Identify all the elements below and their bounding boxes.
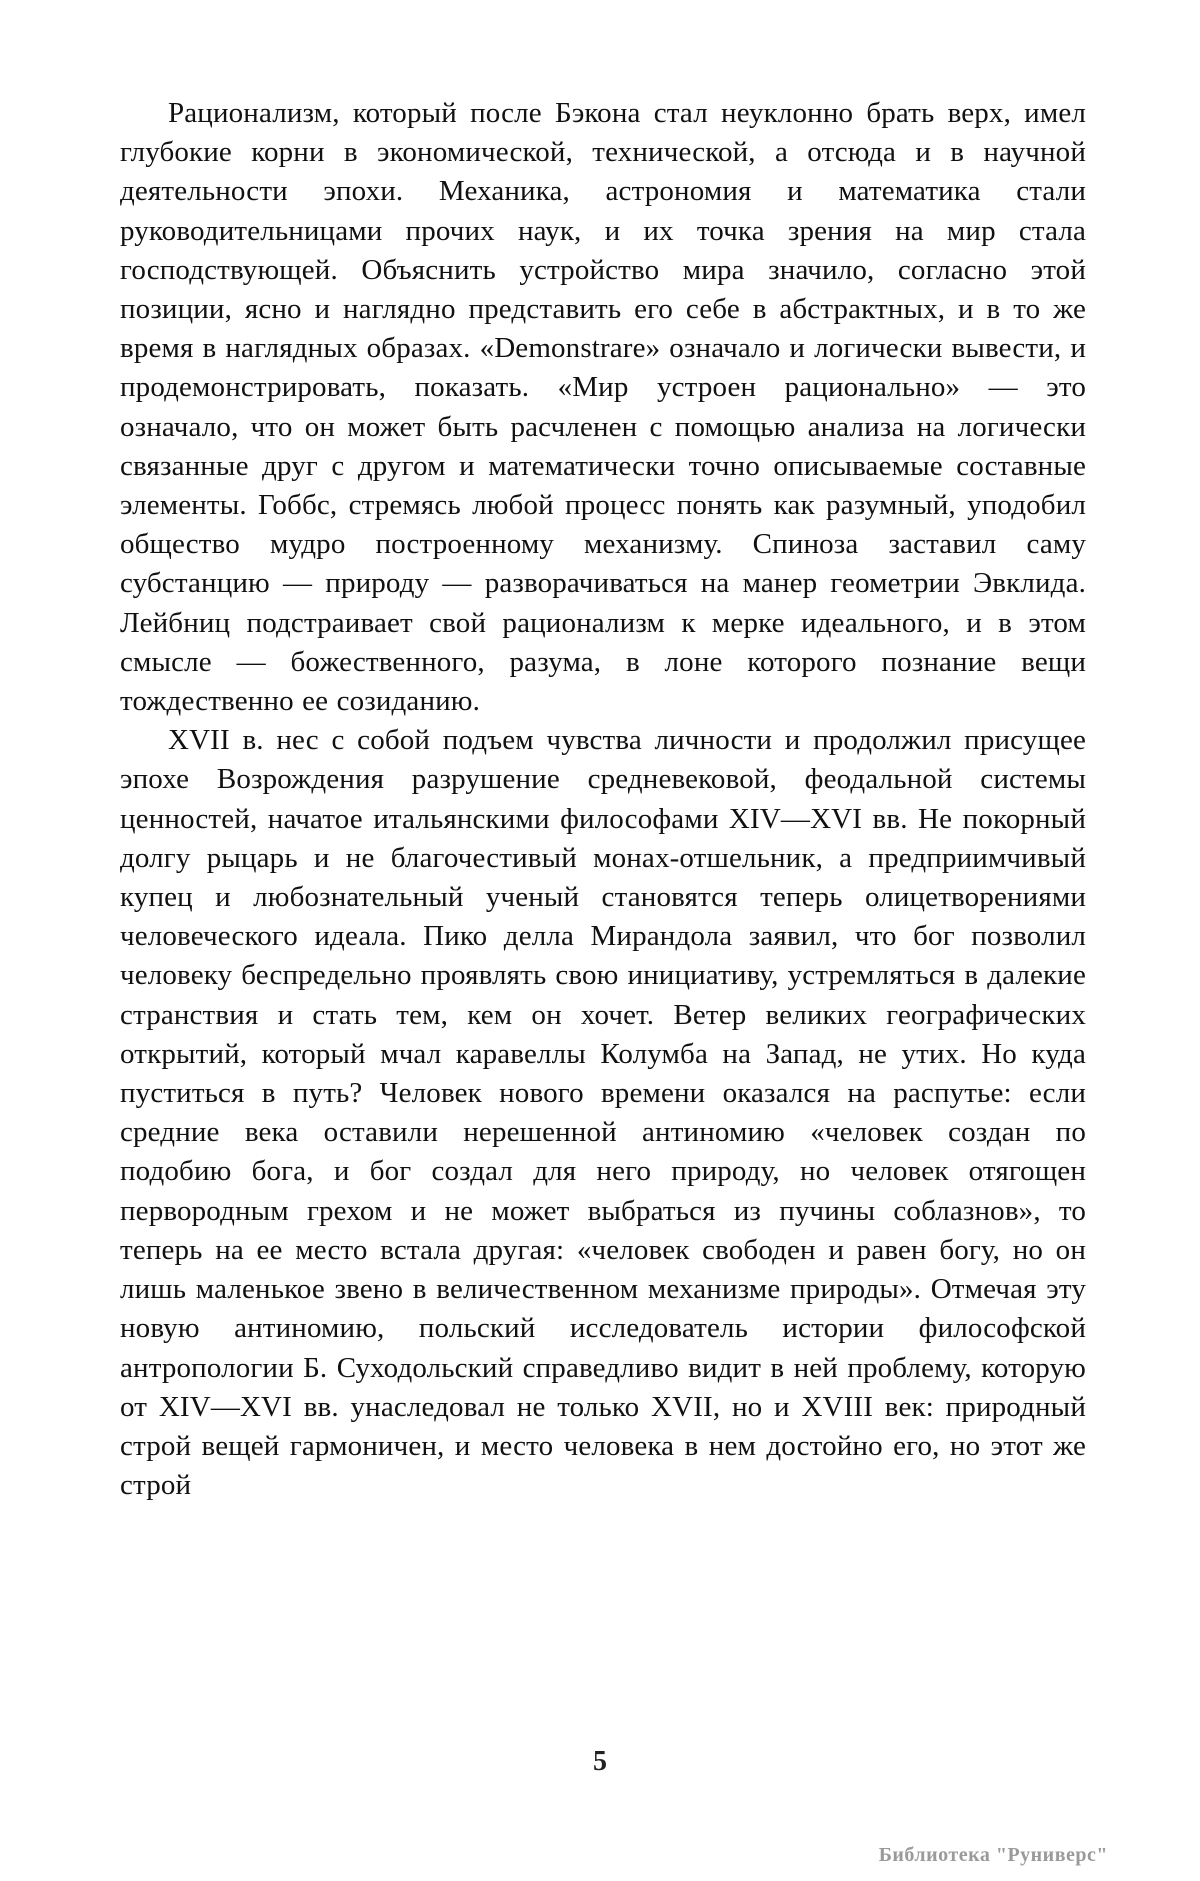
- page-number: 5: [593, 1746, 607, 1777]
- paragraph-rationalism: Рационализм, который после Бэкона стал неуклонно брать верх, имел глубокие корни в экономической, технической, а отсюда и в научной деятельности эпохи. Механика, астрономия и математика стали руководительницами прочих наук, и их точка зрения на мир стала господствующей. Объяснить устройство мира значило, согласно этой позиции, ясно и наглядно представить его себе в абстрактных, и в то же время в наглядных образах. «Demonstrare» означало и логически вывести, и продемонстрировать, показать. «Мир устроен рационально» — это означало, что он может быть расчленен с помощью анализа на логически связанные друг с другом и математически точно описываемые составные элементы. Гоббс, стремясь любой процесс понять как разумный, уподобил общество мудро построенному механизму. Спиноза заставил саму субстанцию — природу — разворачиваться на манер геометрии Эвклида. Лейбниц подстраивает свой рационализм к мерке идеального, и в этом смысле — божественного, разума, в лоне которого познание вещи тождественно ее созиданию.: [120, 97, 1086, 718]
- library-watermark: Библиотека "Руниверс": [878, 1844, 1108, 1866]
- body-text: [120, 94, 1086, 1505]
- paragraph-seventeenth-century: XVII в. нес с собой подъем чувства личности и продолжил присущее эпохе Возрождения разрушение средневековой, феодальной системы ценностей, начатое итальянскими философами XIV—XVI вв. Не покорный долгу рыцарь и не благочестивый монах-отшельник, а предприимчивый купец и любознательный ученый становятся теперь олицетворениями человеческого идеала. Пико делла Мирандола заявил, что бог позволил человеку беспредельно проявлять свою инициативу, устремляться в далекие странствия и стать тем, кем он хочет. Ветер великих географических открытий, который мчал каравеллы Колумба на Запад, не утих. Но куда пуститься в путь? Человек нового времени оказался на распутье: если средние века оставили нерешенной антиномию «человек создан по подобию бога, и бог создал для него природу, но человек отягощен первородным грехом и не может выбраться из пучины соблазнов», то теперь на ее место встала другая: «человек свободен и равен богу, но он лишь маленькое звено в величественном механизме природы». Отмечая эту новую антиномию, польский исследователь истории философской антропологии Б. Суходольский справедливо видит в ней проблему, которую от XIV—XVI вв. унаследовал не только XVII, но и XVIII век: природный строй вещей гармоничен, и место человека в нем достойно его, но этот же строй: [120, 724, 1086, 1502]
